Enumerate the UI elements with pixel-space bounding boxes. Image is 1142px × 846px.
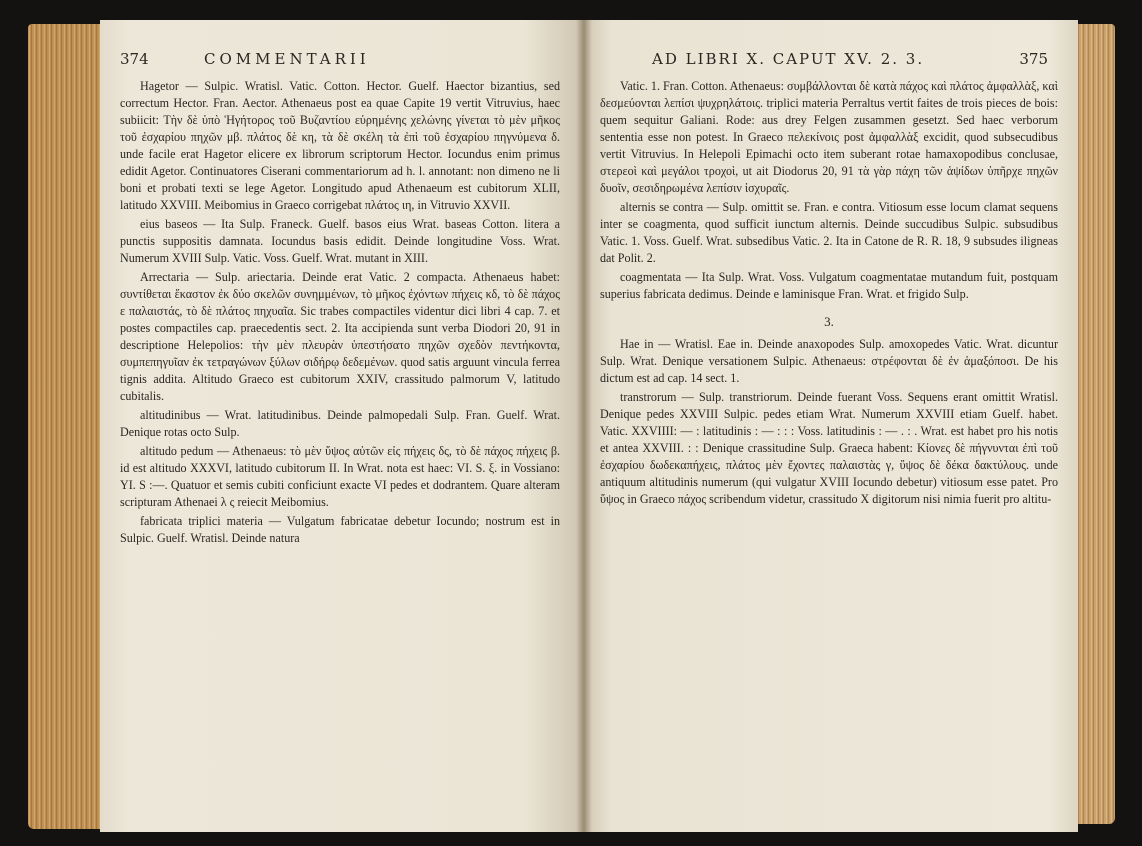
right-paragraph: alternis se contra — Sulp. omittit se. Fran. e contra. Vitiosum esse locum clamat sequens inter se coagmenta, quod sufficit iunctum alternis. Deinde succudibus Sulpic. subsudibus Vatic. 1. Voss. Guelf. Wrat. subsedibus Vatic. 2. Ita in Catone de R. R. 18, 9 subsudes iligneas dat Polit. 2. xyxy=(600,200,1058,265)
left-paragraph: altitudinibus — Wrat. latitudinibus. Deinde palmopedali Sulp. Fran. Guelf. Wrat. Denique rotas octo Sulp. xyxy=(120,408,560,439)
left-paragraph: Hagetor — Sulpic. Wratisl. Vatic. Cotton. Hector. Guelf. Haector bizantius, sed correctum Hector. Fran. Aector. Athenaeus post ea quae Capite 19 vertit Vitruvius, haec subiicit: Τὴν δὲ ὑπὸ Ἡγήτορος τοῦ Βυζαντίου εὑρημένης χελώνης γίνεται τὸ μὲν μῆκος τοῦ ἐσχαρίου πηχῶν μβ. πλάτος δὲ κη, τὰ δὲ σκέλη τὰ ἐπὶ τοῦ ἐσχαρίου πηγνύμενα δ. unde facile erat Hagetor elicere ex librorum scriptorum Hector. Iocundus enim primus edidit Agetor. Continuatores Ciserani commentariorum ad h. l. annotant: non dimeno ne li boni et probati texti se lege Agetor. Longitudo apud Athenaeum est cubitorum XLII, latitudo XXVIII. Meibomius in Graeco corrigebat πλάτος ιη, in Vitruvio XXVII. xyxy=(120,79,560,212)
left-page-edges xyxy=(28,24,110,829)
right-running-head: AD LIBRI X. CAPUT XV. 2. 3. xyxy=(652,50,925,68)
left-paragraph: eius baseos — Ita Sulp. Franeck. Guelf. basos eius Wrat. baseas Cotton. litera a punctis suppositis damnata. Iocundus basis edidit. Deinde longitudine Voss. Wrat. Numerum XVIII Sulp. Vatic. Voss. Guelf. Wrat. mutant in XIII. xyxy=(120,217,560,265)
left-page-text xyxy=(120,78,560,547)
left-running-head: COMMENTARII xyxy=(204,50,370,68)
right-page-number: 375 xyxy=(1019,50,1048,68)
right-paragraph: Hae in — Wratisl. Eae in. Deinde anaxopodes Sulp. amoxopedes Vatic. Wrat. dicuntur Sulp. Wrat. Denique versationem Sulpic. Athenaeus: στρέφονται δὲ ἐν ἁμαξόποσι. De his dictum est ad cap. 14 sect. 1. xyxy=(600,337,1058,385)
left-paragraph: altitudo pedum — Athenaeus: τὸ μὲν ὕψος αὐτῶν εἰς πήχεις δς, τὸ δὲ πάχος πήχεις β. id est altitudo XXXVI, latitudo cubitorum II. In Wrat. nota est haec: VI. S. ξ. in Vossiano: YI. S :—. Quatuor et semis cubiti conficiunt exacte VI pedes et dodrantem. Quare alteram scripturam Athenaei λ ς reiecit Meibomius. xyxy=(120,444,560,509)
right-page-edges xyxy=(1075,24,1115,824)
left-paragraph: fabricata triplici materia — Vulgatum fabricatae debetur Iocundo; nostrum est in Sulpic. Guelf. Wratisl. Deinde natura xyxy=(120,514,560,545)
left-page-number: 374 xyxy=(120,50,149,68)
section-number: 3. xyxy=(824,314,834,329)
book-gutter xyxy=(576,20,592,832)
right-paragraph: Vatic. 1. Fran. Cotton. Athenaeus: συμβάλλονται δὲ κατὰ πάχος καὶ πλάτος ἀμφαλλὰξ, καὶ δεσμεύονται λεπίσι ψυχρηλάτοις. triplici materia Perraltus vertit faites de trois pieces de bois: quem sequitur Galiani. Rode: aus drey Felgen zusammen gesetzt. Sed haec verborum sententia esse non potest. In Graeco πελεκίνοις post ἀμφαλλὰξ excidit, quod subsecudibus vertit Vitruvius. In Helepoli Epimachi octo item suberant rotae hamaxopodibus conclusae, στερεοὶ καὶ μεγάλοι τροχοὶ, ut ait Diodorus 20, 91 τὰ γὰρ πάχη τῶν ἁψίδων ὑπῆρχε πηχῶν δυοῖν, σεσιδηρωμένα λεπίσιν ἰσχυραῖς. xyxy=(600,79,1058,195)
right-paragraph: coagmentata — Ita Sulp. Wrat. Voss. Vulgatum coagmentatae mutandum fuit, postquam superius fabricata dedimus. Deinde e laminisque Fran. Wrat. et frigido Sulp. xyxy=(600,270,1058,301)
right-page-text xyxy=(600,78,1058,508)
right-paragraph: transtrorum — Sulp. transtriorum. Deinde fuerant Voss. Sequens erant omittit Wratisl. Denique pedes XXVIII Sulpic. pedes etiam Wrat. Numerum XXVIII etiam Guelf. habet. Vatic. XXVIIII: — : latitudinis : — : : : Voss. latitudinis : — . : . Wrat. est habet pro his notis et antea XXVIII. : : Denique crassitudine Sulp. Graeca habent: Κίονες δὲ πήγνυνται ἐπὶ τοῦ ἐσχαρίου δωδεκαπήχεις, πλάτος μὲν ἔχοντες παλαιστὰς γ, ὕψος δὲ δέκα δακτύλους. unde antiquum altitudinis numerum (qui vulgatur XVIII Iocundo debetur) vitiosum esse patet. Pro ὕψος in Graeco πάχος scribendum videtur, crassitudo X digitorum nisi nimia fuerit pro altitu- xyxy=(600,390,1058,506)
left-paragraph: Arrectaria — Sulp. ariectaria. Deinde erat Vatic. 2 compacta. Athenaeus habet: συντίθεται ἕκαστον ἐκ δύο σκελῶν συνημμένων, τὸ μῆκος ἐχόντων πήχεις κδ, τὸ δὲ πάχος ε παλαιστάς, τὸ δὲ πλάτος πηχυαῖα. Sic trabes compactiles videntur dici libri 4 cap. 7. et postes compactiles cap. praecedentis sect. 2. Ita accipienda sunt verba Diodori 20, 91 in descriptione Helepolios: τὴν μὲν πλευρὰν ὑπεστήσατο πηχῶν σχεδὸν πεντήκοντα, συμπεπηγυῖαν ἐκ τετραγώνων ξύλων σιδήρῳ δεδεμένων. quod satis arguunt vincula ferrea tignis addita. Altitudo Graeco est cubitorum XXIV, crassitudo palmorum V, latitudo cubitalis. xyxy=(120,270,560,403)
